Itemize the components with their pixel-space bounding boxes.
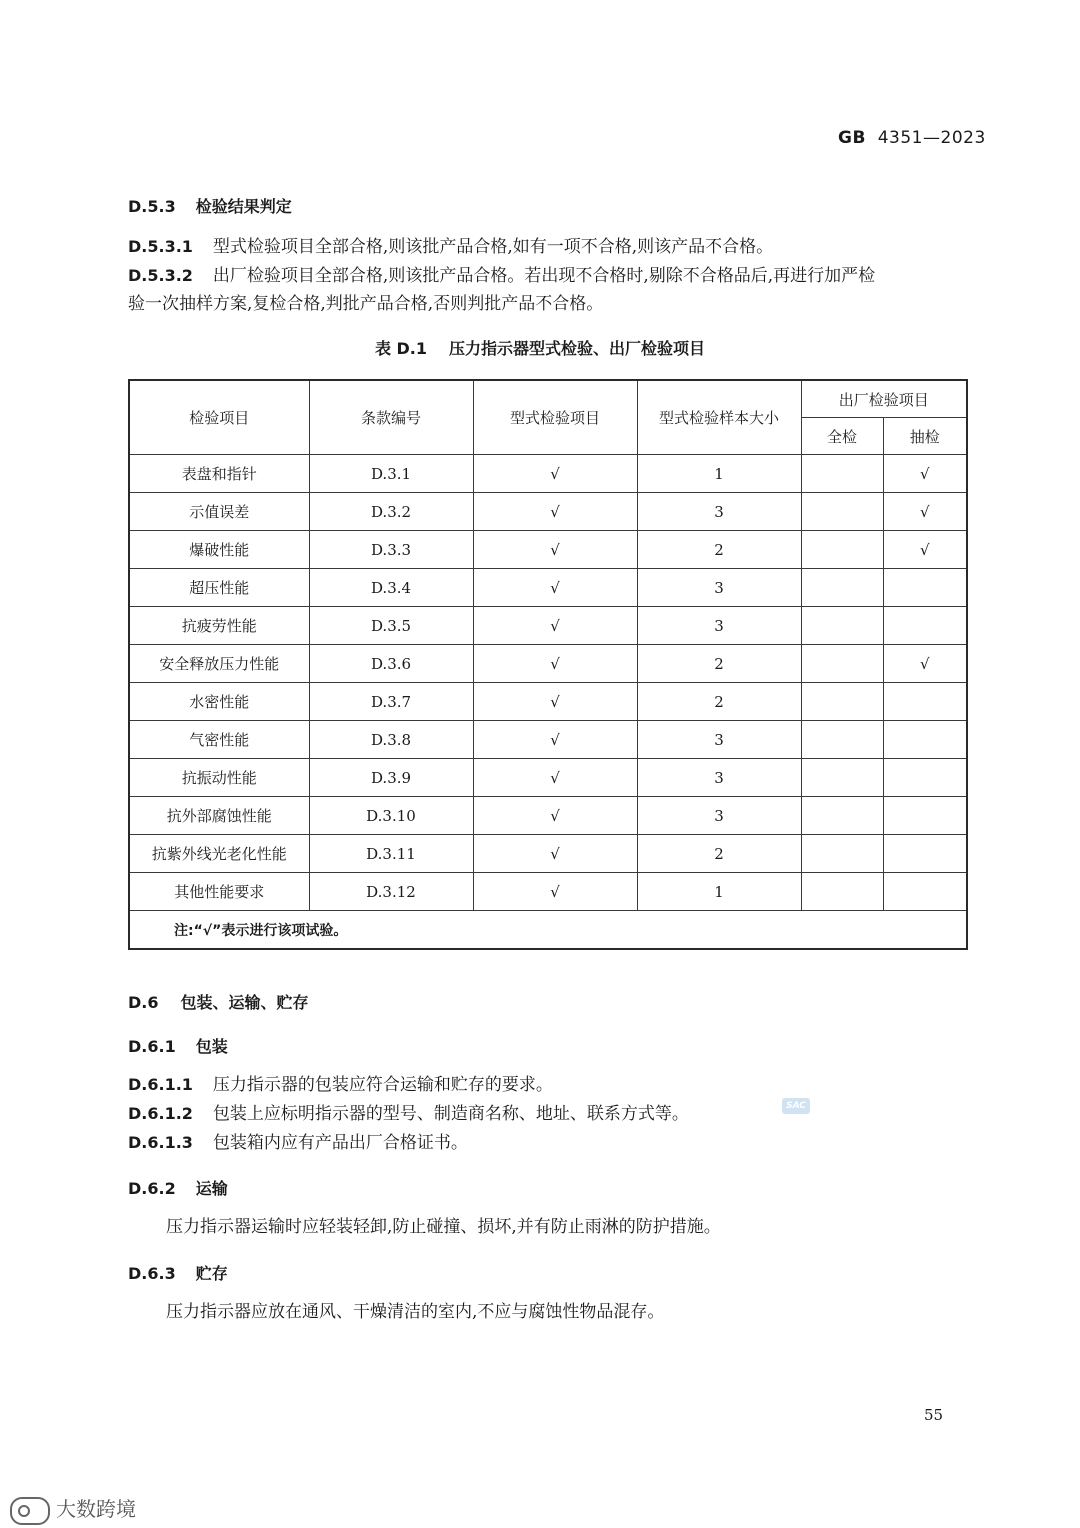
cell-item: 抗紫外线光老化性能 bbox=[129, 835, 309, 873]
cell-type-test: √ bbox=[473, 835, 637, 873]
cell-sampling bbox=[883, 835, 967, 873]
clause-d62-text: 压力指示器运输时应轻装轻卸,防止碰撞、损坏,并有防止雨淋的防护措施。 bbox=[166, 1217, 721, 1237]
cell-clause: D.3.8 bbox=[309, 721, 473, 759]
cell-full bbox=[801, 645, 883, 683]
cell-sample-size: 3 bbox=[637, 797, 801, 835]
section-heading-d63: D.6.3 贮存 bbox=[128, 1264, 228, 1283]
sac-watermark-logo: SAC bbox=[782, 1098, 810, 1114]
cell-sample-size: 3 bbox=[637, 493, 801, 531]
cell-full bbox=[801, 455, 883, 493]
cell-item: 水密性能 bbox=[129, 683, 309, 721]
clause-d611: D.6.1.1 压力指示器的包装应符合运输和贮存的要求。 bbox=[128, 1075, 553, 1095]
cell-full bbox=[801, 835, 883, 873]
cell-item: 超压性能 bbox=[129, 569, 309, 607]
cell-item: 示值误差 bbox=[129, 493, 309, 531]
cell-sample-size: 1 bbox=[637, 873, 801, 911]
cell-full bbox=[801, 721, 883, 759]
header-factory-inspection: 出厂检验项目 bbox=[801, 380, 967, 418]
cell-type-test: √ bbox=[473, 493, 637, 531]
cell-clause: D.3.1 bbox=[309, 455, 473, 493]
table-row bbox=[129, 873, 967, 911]
cell-sampling: √ bbox=[883, 531, 967, 569]
cell-sample-size: 2 bbox=[637, 835, 801, 873]
section-heading-d62: D.6.2 运输 bbox=[128, 1179, 228, 1198]
cell-sampling bbox=[883, 797, 967, 835]
cell-clause: D.3.9 bbox=[309, 759, 473, 797]
cell-sample-size: 3 bbox=[637, 607, 801, 645]
section-heading-d53: D.5.3 检验结果判定 bbox=[128, 197, 292, 216]
cell-clause: D.3.10 bbox=[309, 797, 473, 835]
inspection-items-table bbox=[128, 379, 968, 950]
table-row bbox=[129, 455, 967, 493]
header-item: 检验项目 bbox=[129, 380, 309, 455]
clause-d612: D.6.1.2 包装上应标明指示器的型号、制造商名称、地址、联系方式等。 bbox=[128, 1104, 689, 1124]
cell-sampling bbox=[883, 683, 967, 721]
cell-sample-size: 3 bbox=[637, 569, 801, 607]
cell-sampling bbox=[883, 607, 967, 645]
cell-type-test: √ bbox=[473, 531, 637, 569]
cell-full bbox=[801, 797, 883, 835]
cell-full bbox=[801, 683, 883, 721]
table-note: 注:“√”表示进行该项试验。 bbox=[129, 911, 967, 950]
standard-code: GB 4351—2023 bbox=[838, 128, 986, 148]
table-row bbox=[129, 683, 967, 721]
table-row bbox=[129, 759, 967, 797]
cell-full bbox=[801, 607, 883, 645]
cell-sample-size: 1 bbox=[637, 455, 801, 493]
clause-d532: D.5.3.2 出厂检验项目全部合格,则该批产品合格。若出现不合格时,剔除不合格品后,再进行加严检 bbox=[128, 266, 876, 286]
cell-sample-size: 3 bbox=[637, 721, 801, 759]
cell-clause: D.3.11 bbox=[309, 835, 473, 873]
cell-sampling: √ bbox=[883, 645, 967, 683]
weibo-logo-icon bbox=[10, 1497, 50, 1525]
table-row bbox=[129, 797, 967, 835]
header-clause: 条款编号 bbox=[309, 380, 473, 455]
cell-clause: D.3.6 bbox=[309, 645, 473, 683]
cell-type-test: √ bbox=[473, 759, 637, 797]
cell-clause: D.3.5 bbox=[309, 607, 473, 645]
cell-item: 安全释放压力性能 bbox=[129, 645, 309, 683]
cell-sampling: √ bbox=[883, 455, 967, 493]
header-sample-size: 型式检验样本大小 bbox=[637, 380, 801, 455]
cell-sampling bbox=[883, 569, 967, 607]
table-row bbox=[129, 835, 967, 873]
cell-sampling bbox=[883, 759, 967, 797]
cell-type-test: √ bbox=[473, 645, 637, 683]
clause-d532-line2: 验一次抽样方案,复检合格,判批产品合格,否则判批产品不合格。 bbox=[128, 294, 604, 314]
cell-type-test: √ bbox=[473, 607, 637, 645]
cell-type-test: √ bbox=[473, 569, 637, 607]
header-type-test: 型式检验项目 bbox=[473, 380, 637, 455]
cell-full bbox=[801, 873, 883, 911]
table-caption: 表 D.1 压力指示器型式检验、出厂检验项目 bbox=[374, 339, 706, 358]
cell-clause: D.3.3 bbox=[309, 531, 473, 569]
cell-type-test: √ bbox=[473, 873, 637, 911]
cell-item: 抗疲劳性能 bbox=[129, 607, 309, 645]
footer-watermark: 大数跨境 bbox=[10, 1493, 136, 1525]
header-sampling-inspection: 抽检 bbox=[883, 418, 967, 455]
header-full-inspection: 全检 bbox=[801, 418, 883, 455]
cell-clause: D.3.2 bbox=[309, 493, 473, 531]
cell-item: 其他性能要求 bbox=[129, 873, 309, 911]
cell-type-test: √ bbox=[473, 797, 637, 835]
cell-sample-size: 2 bbox=[637, 683, 801, 721]
table-row bbox=[129, 493, 967, 531]
table-row bbox=[129, 721, 967, 759]
table-row bbox=[129, 569, 967, 607]
page-number: 55 bbox=[924, 1406, 944, 1424]
cell-sampling: √ bbox=[883, 493, 967, 531]
table-row bbox=[129, 607, 967, 645]
cell-type-test: √ bbox=[473, 455, 637, 493]
cell-full bbox=[801, 759, 883, 797]
table-row bbox=[129, 531, 967, 569]
cell-clause: D.3.7 bbox=[309, 683, 473, 721]
cell-type-test: √ bbox=[473, 721, 637, 759]
cell-sample-size: 3 bbox=[637, 759, 801, 797]
cell-full bbox=[801, 493, 883, 531]
cell-clause: D.3.12 bbox=[309, 873, 473, 911]
cell-item: 爆破性能 bbox=[129, 531, 309, 569]
cell-clause: D.3.4 bbox=[309, 569, 473, 607]
cell-item: 表盘和指针 bbox=[129, 455, 309, 493]
clause-d531: D.5.3.1 型式检验项目全部合格,则该批产品合格,如有一项不合格,则该产品不合格。 bbox=[128, 237, 774, 257]
cell-item: 抗外部腐蚀性能 bbox=[129, 797, 309, 835]
cell-sampling bbox=[883, 873, 967, 911]
cell-type-test: √ bbox=[473, 683, 637, 721]
cell-item: 抗振动性能 bbox=[129, 759, 309, 797]
cell-full bbox=[801, 569, 883, 607]
cell-sample-size: 2 bbox=[637, 531, 801, 569]
clause-d613: D.6.1.3 包装箱内应有产品出厂合格证书。 bbox=[128, 1133, 468, 1153]
cell-full bbox=[801, 531, 883, 569]
cell-sample-size: 2 bbox=[637, 645, 801, 683]
cell-sampling bbox=[883, 721, 967, 759]
section-heading-d6: D.6 包装、运输、贮存 bbox=[128, 993, 309, 1012]
cell-item: 气密性能 bbox=[129, 721, 309, 759]
clause-d63-text: 压力指示器应放在通风、干燥清洁的室内,不应与腐蚀性物品混存。 bbox=[166, 1302, 665, 1322]
section-heading-d61: D.6.1 包装 bbox=[128, 1037, 228, 1056]
table-row bbox=[129, 645, 967, 683]
